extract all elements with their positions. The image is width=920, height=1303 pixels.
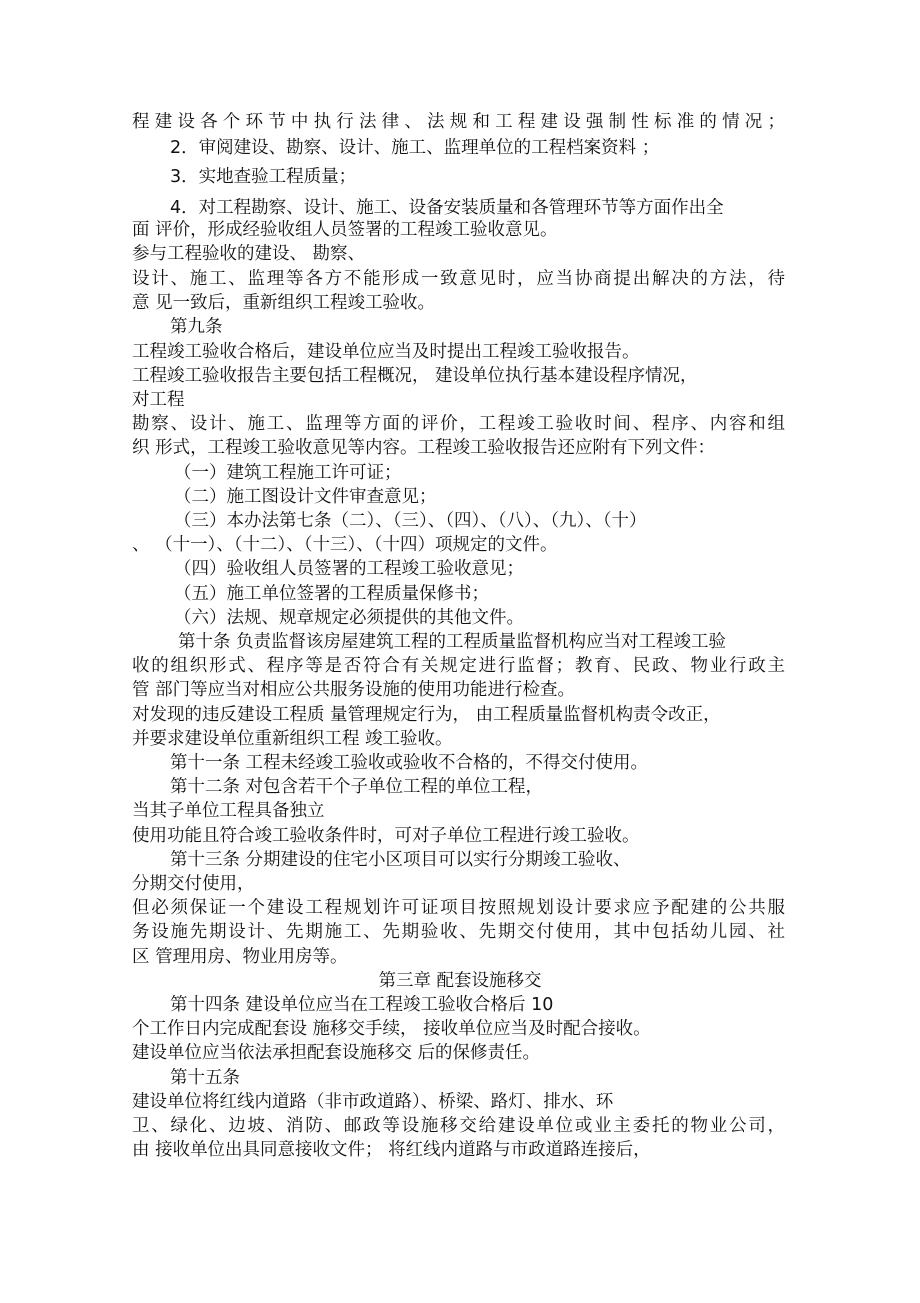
list-item: （一）建筑工程施工许可证； <box>174 463 402 483</box>
text-line: 个工作日内完成配套设 施移交手续， 接收单位应当及时配合接收。 <box>132 1019 651 1039</box>
text-line: 第十条 负责监督该房屋建筑工程的工程质量监督机构应当对工程竣工验 <box>178 632 727 652</box>
list-item: （五）施工单位签署的工程质量保修书； <box>174 584 489 604</box>
text-line: 第十二条 对包含若干个子单位工程的单位工程， <box>170 777 544 797</box>
text-line: 参与工程验收的建设、 勘察、 <box>132 244 366 264</box>
text-line: 工程竣工验收合格后，建设单位应当及时提出工程竣工验收报告。 <box>132 342 640 362</box>
text-line: 4．对工程勘察、设计、施工、设备安装质量和各管理环节等方面作出全 <box>170 198 724 218</box>
text-line: 3．实地查验工程质量； <box>170 167 357 187</box>
text-line: 当其子单位工程具备独立 <box>132 801 325 821</box>
list-item: （二）施工图设计文件审查意见； <box>174 487 437 507</box>
text-line: 织 形式，工程竣工验收意见等内容。工程竣工验收报告还应附有下列文件： <box>132 438 716 458</box>
list-item: （六）法规、规章规定必须提供的其他文件。 <box>174 608 524 628</box>
text-line: 务设施先期设计、先期施工、先期验收、先期交付使用，其中包括幼儿园、社 <box>132 922 785 942</box>
text-line: 使用功能且符合竣工验收条件时，可对子单位工程进行竣工验收。 <box>132 826 640 846</box>
text-line: 建设单位应当依法承担配套设施移交 后的保修责任。 <box>132 1043 541 1063</box>
article-heading: 第九条 <box>170 317 223 337</box>
text-line: 面 评价，形成经验收组人员签署的工程竣工验收意见。 <box>132 220 558 240</box>
text-line: 工程竣工验收报告主要包括工程概况， 建设单位执行基本建设程序情况， <box>132 366 698 386</box>
text-line: 、 （十一）、（十二）、（十三）、（十四）项规定的文件。 <box>132 535 558 555</box>
text-line: 收的组织形式、程序等是否符合有关规定进行监督；教育、民政、物业行政主 <box>132 656 785 676</box>
text-line: 管 部门等应当对相应公共服务设施的使用功能进行检查。 <box>132 680 576 700</box>
text-line: 设计、施工、监理等各方不能形成一致意见时，应当协商提出解决的方法，待 <box>132 269 785 289</box>
text-line: 第十三条 分期建设的住宅小区项目可以实行分期竣工验收、 <box>170 850 631 870</box>
article-heading: 第十五条 <box>170 1068 240 1088</box>
text-line: 建设单位将红线内道路（非市政道路）、桥梁、路灯、排水、环 <box>132 1092 614 1112</box>
text-line: 程建设各个环节中执行法律、法规和工程建设强制性标准的情况； <box>132 112 785 132</box>
text-line: 卫、绿化、边坡、消防、邮政等设施移交给建设单位或业主委托的物业公司， <box>132 1116 785 1136</box>
text-line: 对工程 <box>132 390 185 410</box>
text-line: 区 管理用房、物业用房等。 <box>132 947 348 967</box>
text-line: 2．审阅建设、勘察、设计、施工、监理单位的工程档案资料 ； <box>170 138 660 158</box>
chapter-heading: 第三章 配套设施移交 <box>378 971 542 991</box>
text-line: 勘察、设计、施工、监理等方面的评价，工程竣工验收时间、程序、内容和组 <box>132 414 785 434</box>
list-item: （四）验收组人员签署的工程竣工验收意见； <box>174 559 524 579</box>
text-line: 但必须保证一个建设工程规划许可证项目按照规划设计要求应予配建的公共服 <box>132 898 785 918</box>
text-line: 由 接收单位出具同意接收文件； 将红线内道路与市政道路连接后， <box>132 1140 651 1160</box>
text-line: 对发现的违反建设工程质 量管理规定行为， 由工程质量监督机构责令改正， <box>132 705 721 725</box>
text-line: 意 见一致后，重新组织工程竣工验收。 <box>132 293 436 313</box>
list-item: （三）本办法第七条（二）、（三）、（四）、（八）、（九）、（十） <box>174 511 647 531</box>
text-line: 第十四条 建设单位应当在工程竣工验收合格后 10 <box>170 995 554 1015</box>
text-line: 分期交付使用， <box>132 874 255 894</box>
text-line: 第十一条 工程未经竣工验收或验收不合格的，不得交付使用。 <box>170 753 649 773</box>
text-line: 并要求建设单位重新组织工程 竣工验收。 <box>132 729 453 749</box>
